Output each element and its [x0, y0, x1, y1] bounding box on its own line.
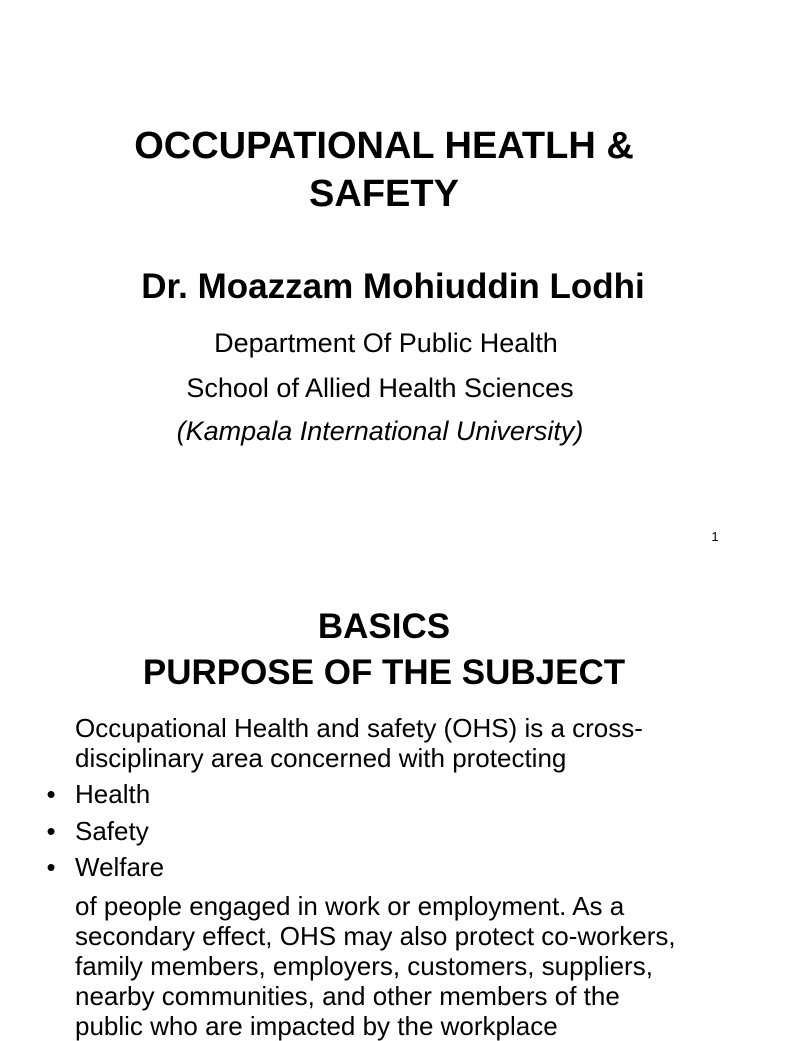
content-slide: [0, 576, 768, 1041]
school-name: School of Allied Health Sciences: [186, 373, 574, 403]
presentation-title: [0, 122, 768, 218]
outro-paragraph: [75, 891, 735, 1041]
paragraph-line: disciplinary area concerned with protecting: [75, 743, 567, 773]
university-name: (Kampala International University): [176, 416, 584, 446]
title-line: SAFETY: [309, 173, 459, 215]
slide-title-line: PURPOSE OF THE SUBJECT: [142, 653, 626, 692]
bullet-icon: •: [46, 779, 56, 809]
paragraph-line: family members, employers, customers, suppliers,: [75, 951, 653, 981]
paragraph-line: nearby communities, and other members of the: [75, 981, 620, 1011]
paragraph-line: of people engaged in work or employment. As a: [75, 891, 625, 921]
bullet-icon: •: [46, 852, 56, 882]
paragraph-line: public who are impacted by the workplace: [75, 1011, 558, 1041]
paragraph-line: secondary effect, OHS may also protect co-workers,: [75, 921, 676, 951]
slide-title-line: BASICS: [317, 607, 451, 646]
intro-paragraph: [75, 713, 735, 773]
author-name: Dr. Moazzam Mohiuddin Lodhi: [141, 267, 645, 306]
bullet-label: Safety: [75, 815, 149, 846]
department-name: Department Of Public Health: [214, 328, 558, 358]
bullet-label: Health: [75, 779, 151, 809]
paragraph-line: Occupational Health and safety (OHS) is a cross-: [75, 713, 643, 743]
bullet-icon: •: [46, 815, 56, 846]
slide-title: [0, 604, 768, 696]
page-number: 1: [711, 529, 719, 544]
bullet-label: Welfare: [75, 852, 165, 882]
title-line: OCCUPATIONAL HEATLH &: [134, 125, 634, 167]
